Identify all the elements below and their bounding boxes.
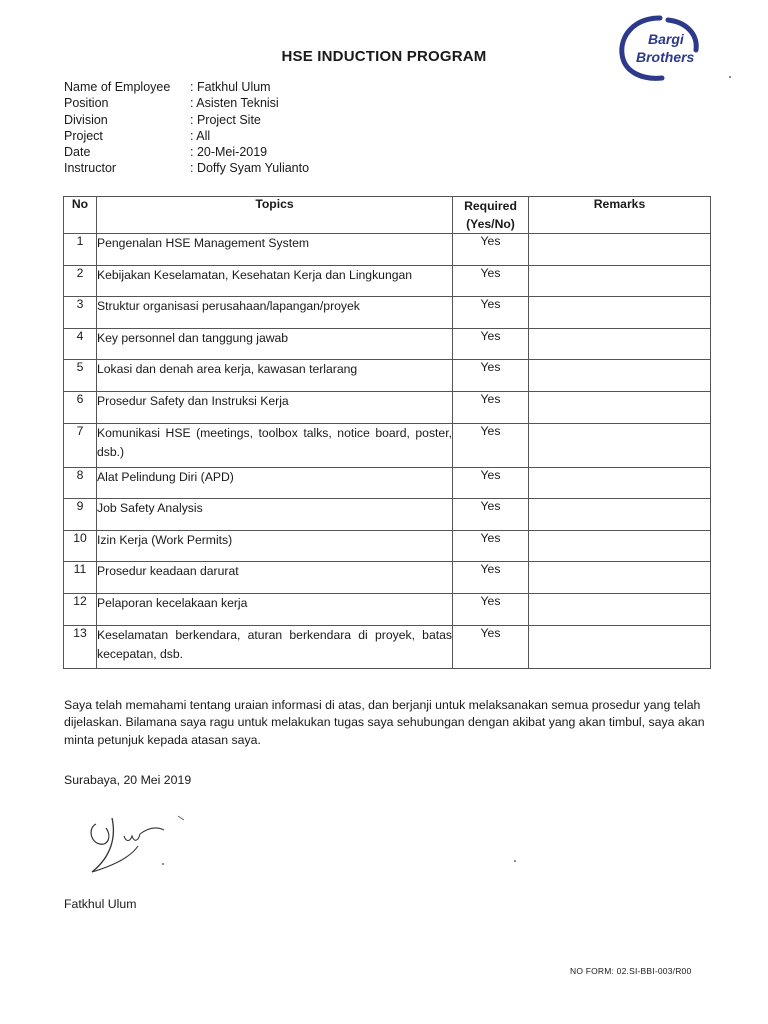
- table-row: [64, 467, 711, 499]
- row-required: Yes: [453, 360, 529, 392]
- row-required: Yes: [453, 467, 529, 499]
- company-logo: [612, 12, 712, 84]
- row-required: Yes: [453, 499, 529, 531]
- row-required: Yes: [453, 423, 529, 467]
- row-remarks: [529, 360, 711, 392]
- handwritten-signature: [82, 806, 202, 886]
- table-row: [64, 530, 711, 562]
- row-required: Yes: [453, 265, 529, 297]
- row-number: 1: [64, 234, 97, 266]
- table-row: [64, 499, 711, 531]
- header-required-line1: Required: [464, 199, 517, 213]
- table-row: [64, 391, 711, 423]
- scan-speck: [729, 76, 731, 78]
- row-topic: Job Safety Analysis: [97, 499, 453, 531]
- row-remarks: [529, 391, 711, 423]
- row-required: Yes: [453, 297, 529, 329]
- row-remarks: [529, 530, 711, 562]
- table-row: [64, 265, 711, 297]
- row-number: 8: [64, 467, 97, 499]
- header-topics: Topics: [97, 197, 453, 234]
- table-row: [64, 423, 711, 467]
- row-remarks: [529, 625, 711, 668]
- form-number: NO FORM: 02.SI-BBI-003/R00: [570, 966, 692, 976]
- row-number: 9: [64, 499, 97, 531]
- header-remarks: Remarks: [529, 197, 711, 234]
- row-required: Yes: [453, 593, 529, 625]
- header-required: [453, 197, 529, 234]
- table-row: [64, 360, 711, 392]
- row-number: 3: [64, 297, 97, 329]
- scan-speck: [162, 863, 164, 865]
- header-no: No: [64, 197, 97, 234]
- logo-text-top: Bargi: [648, 31, 684, 47]
- row-topic: Struktur organisasi perusahaan/lapangan/proyek: [97, 297, 453, 329]
- row-remarks: [529, 423, 711, 467]
- declaration-statement: Saya telah memahami tentang uraian informasi di atas, dan berjanji untuk melaksanakan semua prosedur yang telah dijelaskan. Bilamana saya ragu untuk melakukan tugas saya sehubungan dengan akibat yang akan timbul, saya akan minta petunjuk kepada atasan saya.: [64, 698, 705, 747]
- info-label: Date: [64, 145, 91, 160]
- table-header-row: [64, 197, 711, 234]
- row-remarks: [529, 234, 711, 266]
- row-topic: Komunikasi HSE (meetings, toolbox talks, notice board, poster, dsb.): [97, 423, 453, 467]
- header-required-line2: (Yes/No): [466, 217, 515, 231]
- info-row-project: [64, 128, 309, 144]
- info-label: Project: [64, 128, 103, 143]
- info-row-instructor: [64, 160, 309, 176]
- row-number: 6: [64, 391, 97, 423]
- info-value: : Doffy Syam Yulianto: [190, 160, 309, 176]
- row-remarks: [529, 297, 711, 329]
- row-topic: Keselamatan berkendara, aturan berkendara di proyek, batas kecepatan, dsb.: [97, 625, 453, 668]
- info-row-division: [64, 112, 309, 128]
- row-topic: Alat Pelindung Diri (APD): [97, 467, 453, 499]
- info-row-position: [64, 95, 309, 111]
- document-title: HSE INDUCTION PROGRAM: [281, 48, 487, 65]
- row-number: 12: [64, 593, 97, 625]
- row-required: Yes: [453, 234, 529, 266]
- row-remarks: [529, 593, 711, 625]
- row-required: Yes: [453, 625, 529, 668]
- info-label: Instructor: [64, 161, 117, 176]
- row-topic: Key personnel dan tanggung jawab: [97, 328, 453, 360]
- info-value: : Asisten Teknisi: [190, 95, 279, 111]
- table-row: [64, 625, 711, 668]
- row-topic: Izin Kerja (Work Permits): [97, 530, 453, 562]
- row-required: Yes: [453, 328, 529, 360]
- row-topic: Lokasi dan denah area kerja, kawasan terlarang: [97, 360, 453, 392]
- row-remarks: [529, 328, 711, 360]
- row-remarks: [529, 499, 711, 531]
- info-value: : Project Site: [190, 112, 261, 128]
- row-topic: Pengenalan HSE Management System: [97, 234, 453, 266]
- info-label: Position: [64, 96, 109, 111]
- table-row: [64, 297, 711, 329]
- row-topic: Prosedur keadaan darurat: [97, 562, 453, 594]
- table-row: [64, 562, 711, 594]
- signer-name: Fatkhul Ulum: [64, 897, 137, 911]
- row-number: 2: [64, 265, 97, 297]
- scan-speck: [514, 860, 516, 862]
- place-and-date: Surabaya, 20 Mei 2019: [64, 773, 192, 787]
- info-row-name: [64, 79, 309, 95]
- row-number: 11: [64, 562, 97, 594]
- row-number: 5: [64, 360, 97, 392]
- row-number: 7: [64, 423, 97, 467]
- induction-topics-table: [63, 196, 711, 669]
- info-label: Division: [64, 112, 108, 127]
- table-row: [64, 328, 711, 360]
- table-row: [64, 234, 711, 266]
- row-number: 4: [64, 328, 97, 360]
- info-value: : All: [190, 128, 210, 144]
- table-row: [64, 593, 711, 625]
- row-remarks: [529, 265, 711, 297]
- row-topic: Kebijakan Keselamatan, Kesehatan Kerja dan Lingkungan: [97, 265, 453, 297]
- logo-text-bottom: Brothers: [636, 49, 695, 65]
- row-remarks: [529, 562, 711, 594]
- row-required: Yes: [453, 562, 529, 594]
- info-value: : Fatkhul Ulum: [190, 79, 271, 95]
- row-number: 10: [64, 530, 97, 562]
- row-topic: Pelaporan kecelakaan kerja: [97, 593, 453, 625]
- row-remarks: [529, 467, 711, 499]
- row-topic: Prosedur Safety dan Instruksi Kerja: [97, 391, 453, 423]
- row-number: 13: [64, 625, 97, 668]
- employee-info: [64, 79, 309, 177]
- row-required: Yes: [453, 530, 529, 562]
- info-row-date: [64, 144, 309, 160]
- info-label: Name of Employee: [64, 80, 171, 94]
- row-required: Yes: [453, 391, 529, 423]
- info-value: : 20-Mei-2019: [190, 144, 267, 160]
